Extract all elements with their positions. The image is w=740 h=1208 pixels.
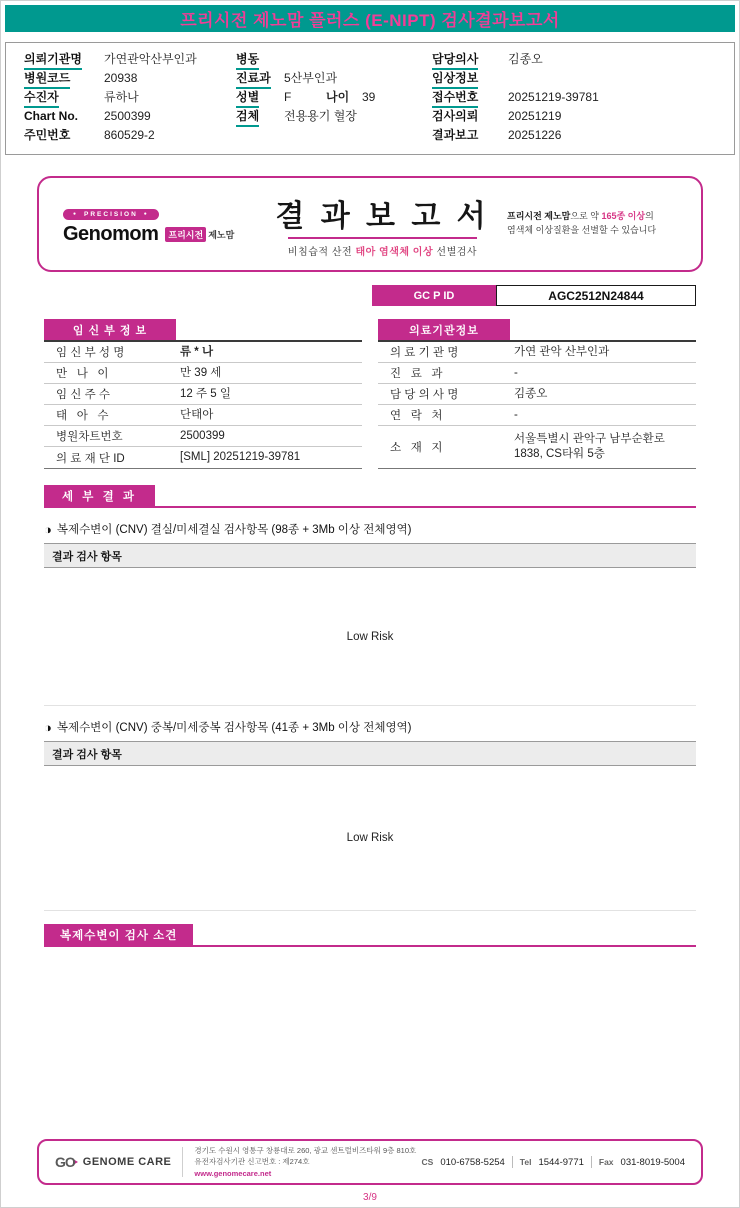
footer-address: 경기도 수원시 영통구 창룡대로 260, 광교 센트럴비즈타워 9층 810호 xyxy=(194,1145,417,1155)
dot-icon: ● xyxy=(73,211,79,217)
contact-separator xyxy=(512,1156,513,1168)
field-doctor: 담당의사 김종오 xyxy=(432,52,730,71)
cnv-deletion-column-header: 결과 검사 항목 xyxy=(44,543,696,568)
brand-name-kr-badge: 프리시전 xyxy=(165,227,206,242)
footer-license: 유전자검사기관 신고번호 : 제274호 xyxy=(194,1157,310,1167)
field-hospital-code: 병원코드 20938 xyxy=(24,71,236,90)
patient-header-box xyxy=(5,42,735,155)
table-row: 연 락 처 - xyxy=(378,405,696,426)
field-chart-no: Chart No. 2500399 xyxy=(24,109,151,123)
field-department: 진료과 5산부인과 xyxy=(236,71,432,90)
precision-label: PRECISION xyxy=(84,210,138,218)
result-text: Low Risk xyxy=(346,630,394,643)
screening-note: 프리시전 제노맘으로 약 165종 이상의 염색체 이상질환을 선별할 수 있습니다 xyxy=(507,211,657,235)
page-number: 3/9 xyxy=(363,1192,377,1203)
table-row: 임 신 주 수 12 주 5 일 xyxy=(44,384,362,405)
field-request-date: 검사의뢰 20251219 xyxy=(432,109,562,123)
table-row: 담 당 의 사 명 김종오 xyxy=(378,384,696,405)
table-row: 만 나 이 만 39 세 xyxy=(44,363,362,384)
table-row: 의 료 기 관 명 가연 관악 산부인과 xyxy=(378,342,696,363)
field-ordering-clinic: 의뢰기관명 가연관악산부인과 xyxy=(24,52,236,71)
field-receipt-no: 접수번호 20251219-39781 xyxy=(432,90,730,109)
table-row: 의 료 재 단 ID [SML] 20251219-39781 xyxy=(56,451,301,465)
precision-badge xyxy=(63,209,159,220)
patient-header-col2 xyxy=(236,52,432,147)
half-circle-icon: ◑ xyxy=(44,521,52,537)
field-clinical-info: 임상정보 xyxy=(432,71,730,90)
result-text: Low Risk xyxy=(346,832,394,844)
dot-icon: ● xyxy=(143,211,149,217)
table-row: 임 신 부 성 명 류 * 나 xyxy=(44,342,362,363)
gcpid-value: AGC2512N24844 xyxy=(496,285,696,306)
field-sex-age: 성별 F 나이 39 xyxy=(236,90,432,109)
clinic-info-table xyxy=(378,319,696,469)
report-card-title: 결 과 보 고 서 xyxy=(275,199,490,233)
field-resident-no: 주민번호 860529-2 xyxy=(24,128,155,142)
field-report-date: 결과보고 20251226 xyxy=(432,128,562,142)
clinic-info-header: 의료기관정보 xyxy=(378,319,510,340)
mother-info-header: 임 신 부 정 보 xyxy=(44,319,176,340)
brand-line xyxy=(63,223,258,246)
cnv-opinion-title: 복제수변이 검사 소견 xyxy=(44,924,193,945)
info-tables xyxy=(44,319,696,469)
report-title-bar xyxy=(5,5,735,32)
patient-header-col3 xyxy=(432,52,730,147)
table-row: 병원차트번호 2500399 xyxy=(44,426,362,447)
cnv-duplication-column-header: 결과 검사 항목 xyxy=(44,741,696,766)
field-patient-name: 수진자 류하나 xyxy=(24,90,236,109)
report-card-title-block xyxy=(258,191,507,258)
genomom-logo xyxy=(63,202,258,246)
genomecare-logo xyxy=(55,1154,171,1170)
footer-divider xyxy=(182,1147,183,1177)
report-header-card xyxy=(37,176,703,272)
field-specimen: 검체 전용용기 혈장 xyxy=(236,109,432,128)
table-row: 소 재 지 서울특별시 관악구 남부순환로 1838, CS타워 5층 xyxy=(390,433,665,460)
report-title: 프리시전 제노맘 플러스 (E-NIPT) 검사결과보고서 xyxy=(180,11,560,30)
cnv-duplication-heading: ◑ 복제수변이 (CNV) 중복/미세중복 검사항목 (41종 + 3Mb 이상 전체영역) xyxy=(44,719,412,735)
gcpid-row xyxy=(44,285,696,306)
field-ward: 병동 xyxy=(236,52,432,71)
cnv-deletion-heading: ◑ 복제수변이 (CNV) 결실/미세결실 검사항목 (98종 + 3Mb 이상 전체영역) xyxy=(44,521,412,537)
footer-contacts: CS 010-6758-5254 Tel 1544-9771 Fax 031-8019-5004 xyxy=(421,1156,685,1168)
patient-header-col1 xyxy=(24,52,236,147)
footer-box xyxy=(37,1139,703,1185)
brand-name-en: Genomom xyxy=(63,223,159,245)
footer-website: www.genomecare.net xyxy=(194,1168,272,1178)
footer-address-block xyxy=(194,1145,416,1180)
mother-info-table xyxy=(44,319,362,469)
genomecare-logo-icon: GO xyxy=(55,1154,75,1170)
genomecare-brand-text: GENOME CARE xyxy=(82,1156,172,1168)
cnv-deletion-result xyxy=(44,568,696,706)
table-row: 진 료 과 - xyxy=(378,363,696,384)
detail-results-section-bar xyxy=(44,485,696,508)
report-card-subtitle: 비침습적 산전 태아 염색체 이상 선별검사 xyxy=(288,237,477,258)
cnv-opinion-section-bar xyxy=(44,924,696,947)
gcpid-label: GC P ID xyxy=(372,285,496,306)
detail-results-title: 세 부 결 과 xyxy=(44,485,155,506)
cnv-duplication-result xyxy=(44,766,696,911)
half-circle-icon: ◑ xyxy=(44,719,52,735)
brand-name-kr: 제노맘 xyxy=(208,230,235,240)
contact-separator xyxy=(591,1156,592,1168)
table-row: 태 아 수 단태아 xyxy=(44,405,362,426)
